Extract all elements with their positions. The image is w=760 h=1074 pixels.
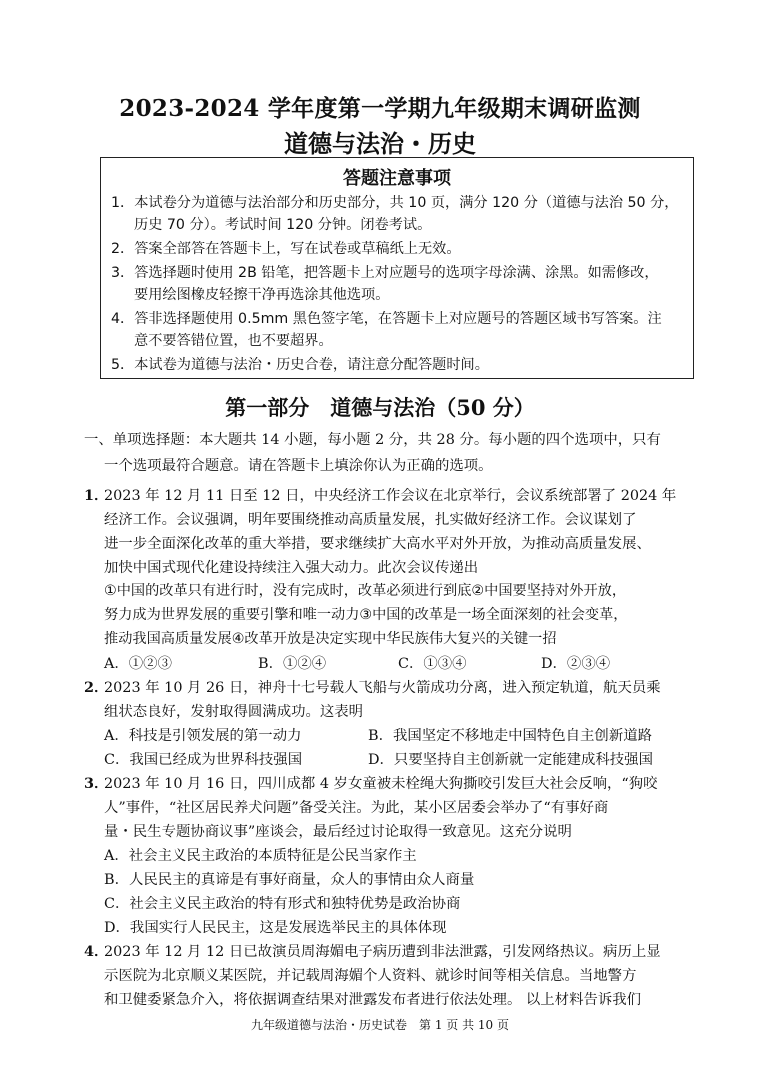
question-stem: 和卫健委紧急介入，将依据调查结果对泄露发布者进行依法处理。 以上材料告诉我们 xyxy=(104,992,642,1008)
notice-heading: 答题注意事项 xyxy=(343,168,451,189)
notice-line: 要用绘图橡皮轻擦干净再选涂其他选项。 xyxy=(134,287,390,303)
notice-line: 2．答案全部答在答题卡上，写在试卷或草稿纸上无效。 xyxy=(111,241,461,257)
notice-line: 历史 70 分）。考试时间 120 分钟。闭卷考试。 xyxy=(134,217,432,233)
question-number: 4． xyxy=(84,943,109,960)
question-stem: 2023 年 12 月 12 日已故演员周海媚电子病历遭到非法泄露，引发网络热议。病历上显 xyxy=(104,944,661,960)
option-c: C．社会主义民主政治的特有形式和独特优势是政治协商 xyxy=(104,896,461,912)
notice-line: 4．答非选择题使用 0.5mm 黑色签字笔，在答题卡上对应题号的答题区域书写答案。注 xyxy=(111,311,662,327)
instruction-line: 一个选项最符合题意。请在答题卡上填涂你认为正确的选项。 xyxy=(104,458,493,474)
option-b: B．①②④ xyxy=(258,656,327,672)
question-number: 1． xyxy=(84,487,109,504)
question-number: 2． xyxy=(84,679,109,696)
section-title: 第一部分 道德与法治（50 分） xyxy=(225,395,535,420)
notice-line: 5．本试卷为道德与法治・历史合卷，请注意分配答题时间。 xyxy=(111,357,489,373)
notice-line: 意不要答错位置，也不要超界。 xyxy=(134,333,333,349)
question-stem: 量・民生专题协商议事”座谈会，最后经过讨论取得一致意见。这充分说明 xyxy=(104,824,572,840)
exam-subtitle: 道德与法治・历史 xyxy=(284,129,476,158)
option-d: D．只要坚持自主创新就一定能建成科技强国 xyxy=(368,752,653,768)
option-a: A．社会主义民主政治的本质特征是公民当家作主 xyxy=(104,848,417,864)
question-number: 3． xyxy=(84,775,109,792)
question-stem: 2023 年 12 月 11 日至 12 日，中央经济工作会议在北京举行，会议系统部署了 2024 年 xyxy=(104,488,677,504)
notice-line: 1．本试卷分为道德与法治部分和历史部分，共 10 页，满分 120 分（道德与法治 50 分， xyxy=(111,195,679,211)
question-stem: 经济工作。会议强调，明年要围绕推动高质量发展，扎实做好经济工作。会议谋划了 xyxy=(104,512,637,528)
question-stem: 组状态良好，发射取得圆满成功。这表明 xyxy=(104,704,364,720)
option-b: B．我国坚定不移地走中国特色自主创新道路 xyxy=(368,728,652,744)
option-d: D．②③④ xyxy=(541,656,611,672)
exam-title: 2023-2024 学年度第一学期九年级期末调研监测 xyxy=(119,95,641,122)
page-footer: 九年级道德与法治・历史试卷 第 1 页 共 10 页 xyxy=(251,1018,509,1032)
statement-line: 推动我国高质量发展④改革开放是决定实现中华民族伟大复兴的关键一招 xyxy=(104,631,557,647)
instruction-line: 一、单项选择题：本大题共 14 小题，每小题 2 分，共 28 分。每小题的四个选项中，只有 xyxy=(84,432,661,448)
question-stem: 2023 年 10 月 16 日，四川成都 4 岁女童被未栓绳大狗撕咬引发巨大社会反响，“狗咬 xyxy=(104,776,658,792)
option-d: D．我国实行人民民主，这是发展选举民主的具体体现 xyxy=(104,920,447,936)
option-a: A．科技是引领发展的第一动力 xyxy=(104,728,302,744)
notice-line: 3．答选择题时使用 2B 铅笔，把答题卡上对应题号的选项字母涂满、涂黑。如需修改， xyxy=(111,265,659,281)
question-stem: 示医院为北京顺义某医院，并记载周海媚个人资料、就诊时间等相关信息。当地警方 xyxy=(104,968,637,984)
option-c: C．①③④ xyxy=(398,656,467,672)
question-stem: 进一步全面深化改革的重大举措，要求继续扩大高水平对外开放，为推动高质量发展、 xyxy=(104,536,651,552)
statement-line: ①中国的改革只有进行时，没有完成时，改革必须进行到底②中国要坚持对外开放， xyxy=(104,583,627,599)
question-stem: 加快中国式现代化建设持续注入强大动力。此次会议传递出 xyxy=(104,560,479,576)
option-a: A．①②③ xyxy=(104,656,172,672)
question-stem: 人”事件，“社区居民养犬问题”备受关注。为此，某小区居委会举办了“有事好商 xyxy=(104,800,609,816)
option-b: B．人民民主的真谛是有事好商量，众人的事情由众人商量 xyxy=(104,872,475,888)
notice-box xyxy=(100,157,694,379)
option-c: C．我国已经成为世界科技强国 xyxy=(104,752,303,768)
statement-line: 努力成为世界发展的重要引擎和唯一动力③中国的改革是一场全面深刻的社会变革， xyxy=(104,607,628,623)
question-stem: 2023 年 10 月 26 日，神舟十七号载人飞船与火箭成功分离，进入预定轨道，航天员乘 xyxy=(104,680,661,696)
